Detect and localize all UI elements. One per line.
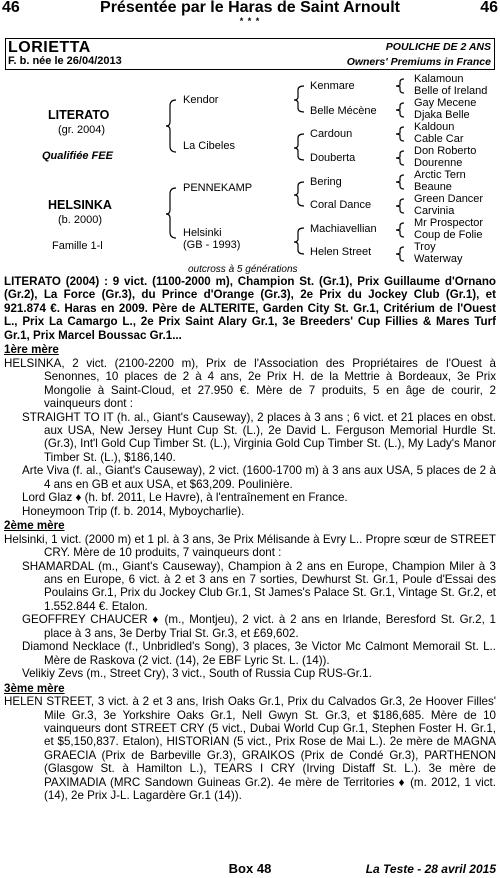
- page-title: Présentée par le Haras de Saint Arnoult: [100, 0, 400, 16]
- second-dam-produce-3: Diamond Necklace (f., Unbridled's Song), 3 places, 3e Victor Mc Calmont Memorail St. L.. Mère de Raskova (2 vict. (14), 2e EBF Lyric St. L. (14)).: [22, 640, 496, 667]
- second-dam-text: Helsinki, 1 vict. (2000 m) et 1 pl. à 3 ans, 3e Prix Mélisande à Evry L.. Propre sœur de STREET CRY. Mère de 10 produits, 7 vainqueurs dont :: [4, 532, 496, 560]
- sire-year: (gr. 2004): [58, 124, 106, 136]
- first-dam-produce-1: STRAIGHT TO IT (h. al., Giant's Causeway), 2 places à 3 ans ; 6 vict. et 21 places en obst. aux USA, New Jersey Hunt Cup St. (L.), 2e David L. Ferguson Memorial Hurdle St. (Gr.3), Int'l Gold Cup Timber St. (L.), Virginia Gold Cup Timber St. (L.), My Lady's Manor Timber St. (L.), $186,140.: [22, 410, 496, 464]
- page-footer: [0, 860, 500, 878]
- header-stars: * * *: [239, 16, 261, 26]
- g3-coral-dance: Coral Dance: [310, 199, 372, 211]
- page-number-right: 46: [480, 0, 498, 16]
- dam-year: (b. 2000): [58, 214, 103, 226]
- horse-name: LORIETTA: [8, 39, 91, 56]
- pedigree-text: [4, 275, 496, 803]
- g4-arctic-tern: Arctic Tern: [414, 169, 466, 181]
- g2-la-cibeles: La Cibeles: [183, 140, 235, 152]
- second-dam-produce-4: Velikiy Zevs (m., Street Cry), 3 vict., South of Russia Cup RUS-Gr.1.: [22, 667, 372, 681]
- g3-cardoun: Cardoun: [310, 128, 353, 140]
- g2-kendor: Kendor: [183, 94, 219, 106]
- second-dam-heading: 2ème mère: [4, 519, 65, 533]
- g4-kalamoun: Kalamoun: [414, 73, 464, 85]
- horse-birth: F. b. née le 26/04/2013: [8, 55, 122, 67]
- box-number: Box 48: [228, 861, 272, 876]
- family: Famille 1-l: [52, 240, 103, 252]
- first-dam-heading: 1ère mère: [4, 343, 59, 357]
- g4-cable-car: Cable Car: [414, 133, 464, 145]
- sire-name: LITERATO: [48, 108, 110, 122]
- dam-name: HELSINKA: [48, 198, 112, 212]
- g3-kenmare: Kenmare: [310, 80, 355, 92]
- third-dam-heading: 3ème mère: [4, 681, 65, 695]
- first-dam-produce-2: Arte Viva (f. al., Giant's Causeway), 2 vict. (1600-1700 m) à 3 ans aux USA, 5 places de 2 à 4 ans en GB et aux USA, et $63,209. Poulinière.: [22, 464, 496, 491]
- g3-bering: Bering: [310, 176, 342, 188]
- g4-belle-of-ireland: Belle of Ireland: [414, 85, 488, 97]
- g4-gay-mecene: Gay Mecene: [414, 97, 477, 109]
- sale-place-date: La Teste - 28 avril 2015: [365, 862, 496, 876]
- g4-green-dancer: Green Dancer: [414, 193, 484, 205]
- g2-pennekamp: PENNEKAMP: [183, 182, 253, 194]
- second-dam-produce-1: SHAMARDAL (m., Giant's Causeway), Champion à 2 ans en Europe, Champion Miler à 3 ans en Europe, 6 vict. à 2 et 3 ans en 7 sorties, Dewhurst St. Gr.1, Poule d'Essai des Poulains Gr.1, Prix du Jockey Club Gr.1, St James's Palace St. Gr.1, Vintage St. Gr.2, et 1.552.844 €. Etalon.: [22, 559, 496, 613]
- page-number-left: 46: [2, 0, 20, 16]
- first-dam-produce-3: Lord Glaz ♦ (h. bf. 2011, Le Havre), à l'entraînement en France.: [22, 491, 348, 505]
- g4-waterway: Waterway: [414, 253, 463, 265]
- horse-type: POULICHE DE 2 ANS: [385, 41, 491, 53]
- sire-paragraph: LITERATO (2004) : 9 vict. (1100-2000 m), Champion St. (Gr.1), Prix Guillaume d'Ornano (Gr.2), La Force (Gr.3), du Prince d'Orange (Gr.3), 2e Prix du Jockey Club (Gr.1), et 921.874 €. Haras en 2009. Père de ALTERITE, Garden City St. Gr.1, Critérium de l'Ouest L., Prix La Camargo L., 2e Prix Saint Alary Gr.1, 3e Breeders' Cup Fillies & Mares Turf Gr.1, Prix Marcel Boussac Gr.1...: [4, 275, 496, 342]
- second-dam-produce-2: GEOFFREY CHAUCER ♦ (m., Montjeu), 2 vict. à 2 ans en Irlande, Beresford St. Gr.2, 1 place à 3 ans, 3e Derby Trial St. Gr.3, et £69,602.: [22, 613, 496, 640]
- g4-mr-prospector: Mr Prospector: [414, 217, 484, 229]
- g3-belle-mecene: Belle Mécène: [310, 105, 377, 117]
- pedigree: [0, 72, 500, 277]
- owners-premiums: Owners' Premiums in France: [346, 56, 491, 68]
- g4-coup-de-folie: Coup de Folie: [414, 229, 483, 241]
- g4-don-roberto: Don Roberto: [414, 145, 477, 157]
- outcross-note: outcross à 5 générations: [188, 264, 298, 275]
- horse-box: [5, 38, 495, 70]
- g2-helsinki: Helsinki: [183, 227, 222, 239]
- third-dam-text: HELEN STREET, 3 vict. à 2 et 3 ans, Irish Oaks Gr.1, Prix du Calvados Gr.3, 2e Hoover Filles' Mile Gr.3, 3e Yorkshire Oaks Gr.1, Nell Gwyn St. Gr.3, et $186,685. Mère de 10 vainqueurs dont STREET CRY (5 vict., Dubai World Cup Gr.1, Stephen Foster H. Gr.1, et $5,150,837. Etalon), HISTORIAN (5 vict., Prix Rose de Mai L.). 2e mère de MAGNA GRAECIA (Prix de Barbeville Gr.3), GRAIKOS (Prix de Condé Gr.3), PARTHENON (Glasgow St. à Hamilton L.), TEARS I CRY (Irving Distaff St. L.). 3e mère de PAXIMADIA (MRC Sandown Guineas Gr.2). 4e mère de Territories ♦ (m. 2012, 1 vict. (14), 2e Prix J-L. Lagardère Gr.1 (14)).: [4, 695, 496, 803]
- g4-kaldoun: Kaldoun: [414, 121, 455, 133]
- first-dam-produce-4: Honeymoon Trip (f. b. 2014, Myboycharlie).: [22, 504, 245, 518]
- g4-beaune: Beaune: [414, 181, 452, 193]
- g4-dourenne: Dourenne: [414, 157, 463, 169]
- g3-helen-street: Helen Street: [310, 246, 372, 258]
- g4-carvinia: Carvinia: [414, 205, 455, 217]
- g3-douberta: Douberta: [310, 152, 356, 164]
- sire-note: Qualifiée FEE: [42, 150, 113, 162]
- g4-troy: Troy: [414, 241, 436, 253]
- g2-helsinki-origin: (GB - 1993): [183, 239, 241, 251]
- first-dam-text: HELSINKA, 2 vict. (2100-2200 m), Prix de l'Association des Propriétaires de l'Ouest à Senonnes, 10 places de 2 à 4 ans, 2e Prix H. de la Mettrie à Bordeaux, 3e Prix Mongolie à Saint-Cloud, et 27.950 €. Mère de 7 produits, 5 en âge de courir, 2 vainqueurs dont :: [4, 356, 496, 411]
- g3-machiavellian: Machiavellian: [310, 223, 377, 235]
- g4-djaka-belle: Djaka Belle: [414, 109, 470, 121]
